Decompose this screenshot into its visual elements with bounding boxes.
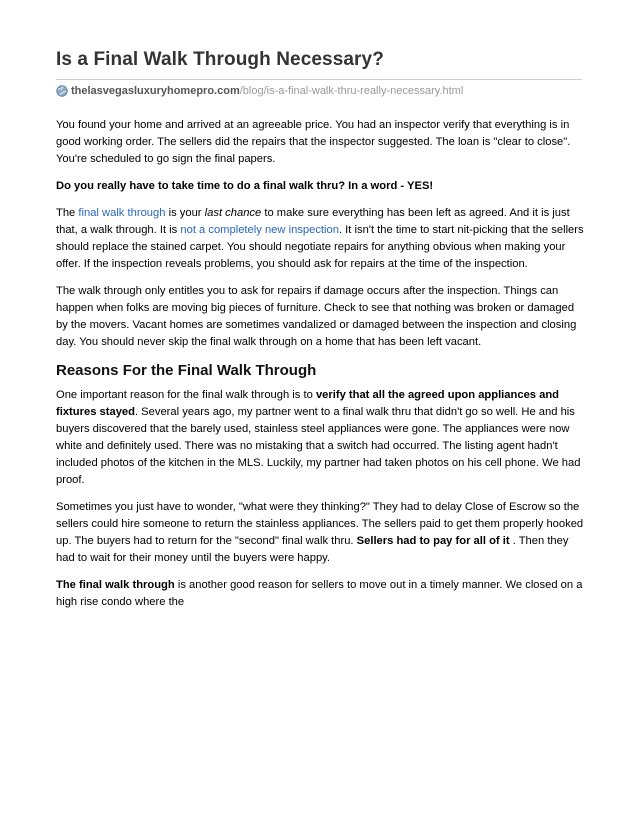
article-body (56, 117, 586, 621)
paragraph-move-out (56, 577, 586, 611)
paragraph-question (56, 178, 586, 195)
text-span: . Several years ago, my partner went to a final walk thru that didn't go so well. He and his buyers discovered that the barely used, stainless steel appliances were gone. The appliances were now white and definitely used. There was no mistaking that a switch had occurred. The listing agent hadn't included photos of the kitchen in the MLS. Luckily, my partner had taken photos on his cell phone. We had proof. (56, 406, 581, 486)
paragraph-last-chance (56, 205, 586, 273)
source-domain: thelasvegasluxuryhomepro.com (71, 85, 240, 97)
paragraph-intro: You found your home and arrived at an agreeable price. You had an inspector verify that everything is in good working order. The sellers did the repairs that the inspector suggested. The loan is "clear to close". You're scheduled to go sign the final papers. (56, 119, 571, 165)
globe-icon (56, 85, 68, 97)
title-divider (56, 79, 582, 80)
paragraph-appliances (56, 387, 586, 489)
source-path: /blog/is-a-final-walk-thru-really-necessary.html (239, 85, 464, 97)
text-span: is another good reason for sellers to move out in a timely manner. We closed on a high rise condo where the (56, 579, 583, 608)
text-span: . It isn't the time to start nit-picking that the sellers should replace the stained carpet. You should negotiate repairs for anything obvious when making your offer. If the inspection reveals problems, you should ask for repairs at the time of the inspection. (56, 224, 584, 270)
text-span: . Then they had to wait for their money until the buyers were happy. (56, 535, 569, 564)
final-walk-through-link[interactable]: final walk through (78, 207, 166, 219)
text-span: Sometimes you just have to wonder, "what were they thinking?" They had to delay Close of Escrow so the sellers could hire someone to return the stainless appliances. The sellers paid to get them properly hooked up. The buyers had to return for the "second" final walk thru. (56, 501, 584, 547)
section-heading: Reasons For the Final Walk Through (56, 362, 317, 379)
paragraph-what-were-they-thinking (56, 499, 586, 567)
strong-text: The final walk through (56, 579, 175, 591)
strong-text: verify that all the agreed upon appliances and fixtures stayed (56, 389, 560, 418)
text-span: to make sure everything has been left as agreed. And it is just that, a walk through. It is (56, 207, 570, 236)
text-span: is your (165, 207, 205, 219)
article-title: Is a Final Walk Through Necessary? (56, 49, 384, 70)
question-text: Do you really have to take time to do a final walk thru? In a word - YES! (56, 180, 434, 192)
text-span: One important reason for the final walk through is to (56, 389, 316, 401)
text-span: The (56, 207, 79, 219)
strong-text: Sellers had to pay for all of it (356, 535, 510, 547)
paragraph-damage: The walk through only entitles you to ask for repairs if damage occurs after the inspection. Things can happen when folks are moving big pieces of furniture. Check to see that nothing was broken or damaged by the movers. Vacant homes are sometimes vandalized or damaged between the inspection and closing day. You should never skip the final walk through on a home that has been left vacant. (56, 285, 577, 348)
new-inspection-link[interactable]: not a completely new inspection (180, 224, 339, 236)
emphasis-text: last chance (204, 207, 262, 219)
source-link[interactable] (56, 85, 463, 97)
